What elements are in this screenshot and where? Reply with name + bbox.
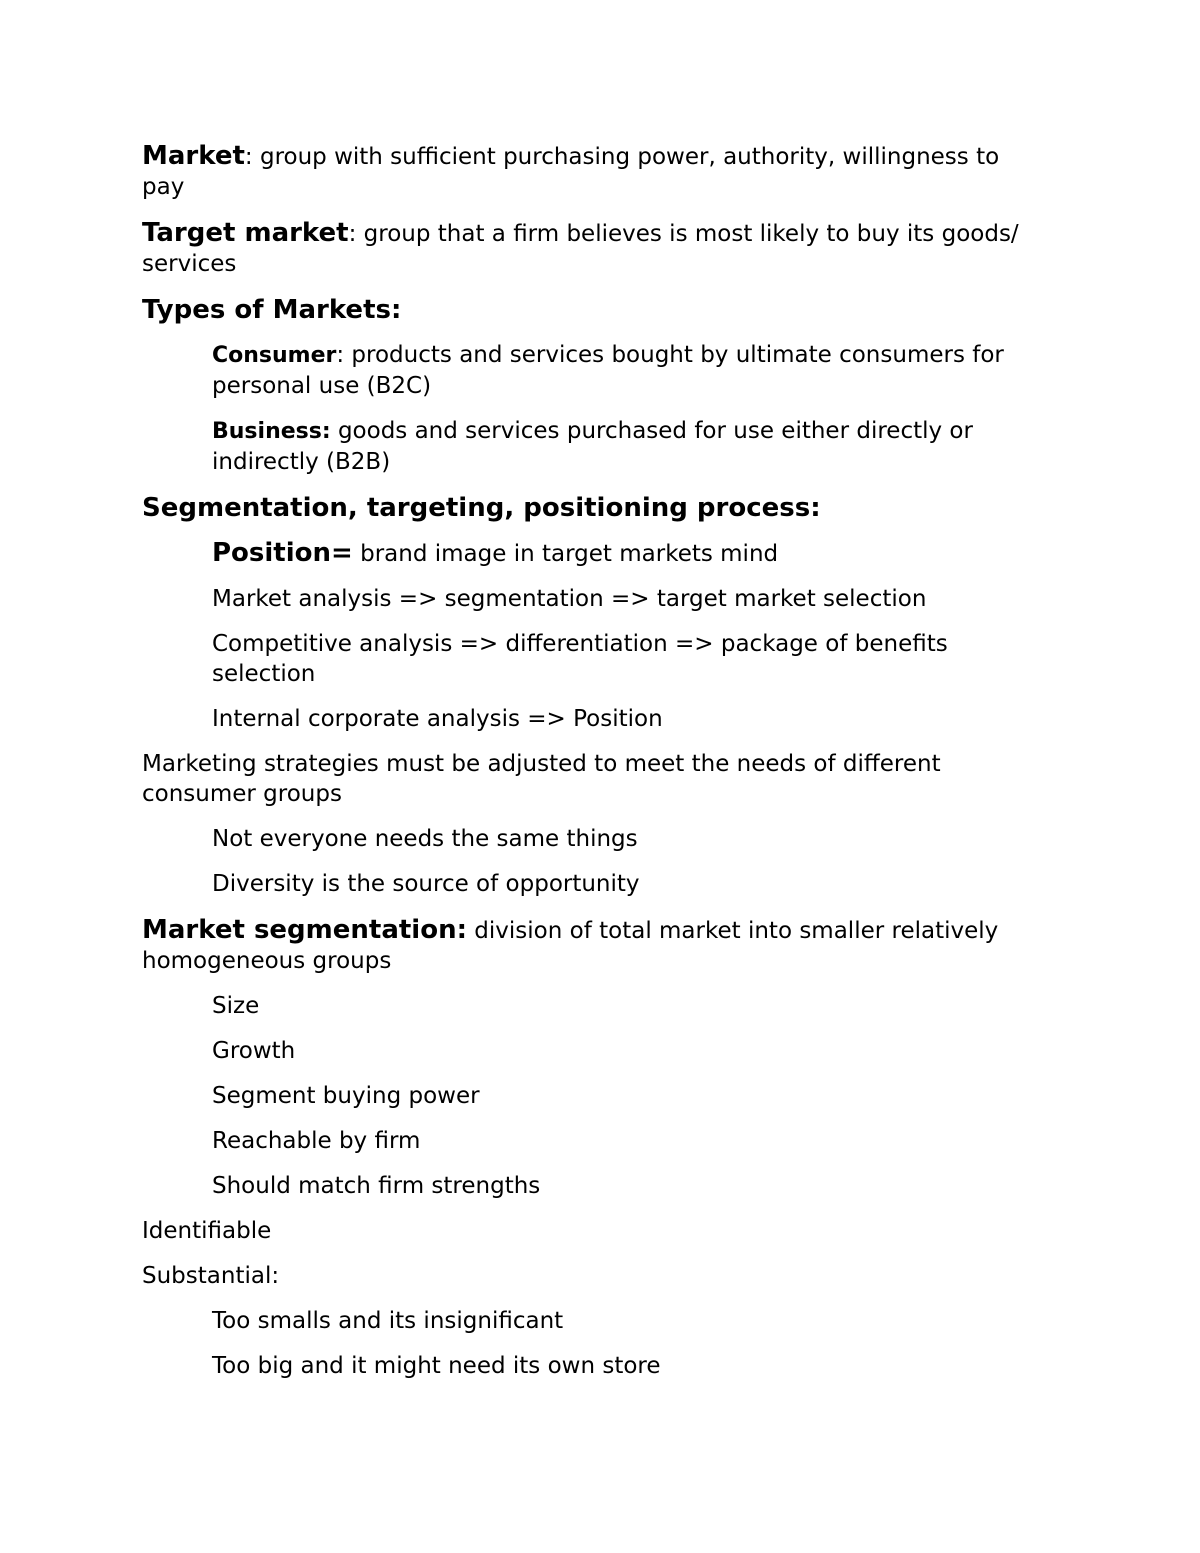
list-item: Diversity is the source of opportunity — [212, 871, 640, 897]
target-market-text: : group that a firm believes is most likely to buy its goods/ services — [142, 221, 1019, 277]
market-term: Market — [142, 141, 245, 171]
list-item: Competitive analysis => differentiation => package of benefits selection — [212, 631, 948, 687]
list-item: Reachable by firm — [212, 1128, 421, 1154]
target-market-definition — [142, 218, 1042, 279]
position-definition — [142, 538, 1042, 569]
list-item: Too big and it might need its own store — [212, 1353, 661, 1379]
consumer-term: Consumer — [212, 343, 337, 368]
list-item: Too smalls and its insignificant — [212, 1308, 564, 1334]
target-market-term: Target market — [142, 218, 349, 248]
segmentation-term: Market segmentation: — [142, 915, 467, 945]
market-definition — [142, 141, 1042, 202]
document-page — [142, 141, 1042, 1381]
list-item: Market analysis => segmentation => target market selection — [212, 586, 927, 612]
consumer-text: : products and services bought by ultimate consumers for personal use (B2C) — [212, 342, 1004, 399]
business-term: Business: — [212, 419, 331, 444]
list-item: Size — [212, 993, 260, 1019]
position-term: Position= — [212, 538, 353, 568]
position-text: brand image in target markets mind — [352, 541, 779, 567]
types-heading: Types of Markets: — [142, 295, 402, 325]
list-item: Should match firm strengths — [212, 1173, 541, 1199]
identifiable-text: Identifiable — [142, 1218, 272, 1244]
stp-heading: Segmentation, targeting, positioning process: — [142, 493, 821, 523]
strategies-paragraph: Marketing strategies must be adjusted to meet the needs of different consumer groups — [142, 751, 941, 807]
segmentation-text: division of total market into smaller relatively homogeneous groups — [142, 918, 999, 974]
market-text: : group with sufficient purchasing power, authority, willingness to pay — [142, 144, 1000, 200]
list-item: Internal corporate analysis => Position — [212, 706, 663, 732]
list-item: Not everyone needs the same things — [212, 826, 638, 852]
list-item: Segment buying power — [212, 1083, 480, 1109]
segmentation-definition — [142, 915, 1042, 976]
business-definition — [142, 416, 1042, 477]
substantial-text: Substantial: — [142, 1263, 280, 1289]
business-text: goods and services purchased for use either directly or indirectly (B2B) — [212, 418, 973, 475]
list-item: Growth — [212, 1038, 296, 1064]
consumer-definition — [142, 340, 1042, 401]
